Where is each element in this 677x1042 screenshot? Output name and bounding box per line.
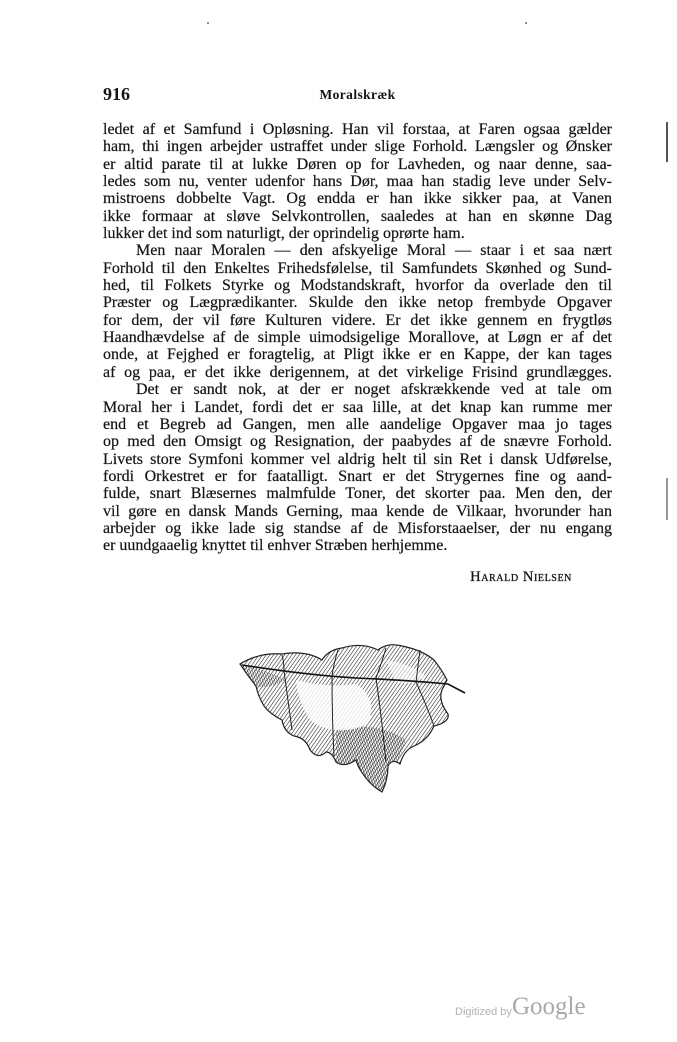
scan-speck [525, 22, 527, 24]
body-text [103, 121, 612, 555]
scan-edge-mark [666, 122, 668, 162]
scan-speck [207, 22, 209, 24]
text-line: Det er sandt nok, at der er noget afskrækkende ved at tale om [136, 381, 612, 399]
text-line: fulde, snart Blæsernes malmfulde Toner, det skorter paa. Men den, der [103, 485, 612, 503]
text-line: Præster og Lægprædikanter. Skulde den ikke netop frembyde Opgaver [103, 294, 612, 312]
author-signature: Harald Nielsen [470, 569, 572, 585]
text-line: af og paa, er det ikke derigennem, at det virkelige Frisind grundlægges. [103, 363, 612, 381]
text-line: Forhold til den Enkeltes Frihedsfølelse, til Samfundets Skønhed og Sund- [103, 259, 612, 277]
paragraph [103, 242, 612, 381]
text-line: ikke formaar at sløve Selvkontrollen, saaledes at han en skønne Dag [103, 207, 612, 225]
paragraph [103, 121, 612, 242]
text-line: Haandhævdelse af de simple uimodsigelige Morallove, at Løgn er af det [103, 329, 612, 347]
text-line: for dem, der vil føre Kulturen videre. Er det ikke gennem en frygtløs [103, 311, 612, 329]
text-line: ledet af et Samfund i Opløsning. Han vil forstaa, at Faren ogsaa gælder [103, 121, 612, 138]
text-line: ham, thi ingen arbejder ustraffet under slige Forhold. Længsler og Ønsker [103, 138, 612, 156]
watermark-google-logo: Google [512, 993, 586, 1020]
text-line: Moral her i Landet, fordi det er saa lille, at det knap kan rumme mer [103, 398, 612, 416]
leaf-body [240, 645, 465, 792]
paragraph [103, 381, 612, 554]
text-line: ledes som nu, venter udenfor hans Dør, maa han stadig leve under Selv- [103, 173, 612, 191]
page-number: 916 [103, 84, 130, 104]
text-line: vil gøre en dansk Mands Gerning, maa kende de Vilkaar, hvorunder han [103, 502, 612, 520]
text-line: fordi Orkestret er for faatalligt. Snart er det Strygernes fine og aand- [103, 467, 612, 485]
text-line: hed, til Folkets Styrke og Modstandskraft, hvorfor da overlade den til [103, 277, 612, 295]
running-title: Moralskræk [319, 87, 396, 102]
text-line: end et Begreb ad Gangen, men alle aandelige Opgaver maa jo tages [103, 415, 612, 433]
text-line: Men naar Moralen — den afskyelige Moral — staar i et saa nært [136, 242, 612, 260]
text-line: er uundgaaelig knyttet til enhver Stræben herhjemme. [103, 537, 448, 555]
text-line: Livets store Symfoni kommer vel aldrig helt til sin Ret i dansk Udførelse, [103, 450, 612, 468]
text-line: arbejder og ikke lade sig standse af de Misforstaaelser, der nu engang [103, 519, 612, 537]
oak-leaf-icon [236, 640, 468, 800]
text-line: mistroens dobbelte Vagt. Og endda er han ikke sikker paa, at Vanen [103, 190, 612, 208]
text-line: op med den Omsigt og Resignation, der paabydes af de snævre Forhold. [103, 433, 612, 451]
text-line: er altid parate til at lukke Døren op for Lavheden, og naar denne, saa- [103, 155, 612, 173]
scan-edge-mark [666, 478, 668, 520]
watermark-prefix: Digitized by [455, 1006, 512, 1018]
text-line: onde, at Fejghed er foragtelig, at Pligt ikke er en Kappe, der kan tages [103, 346, 612, 364]
text-line: lukker det ind som naturligt, der oprindelig oprørte ham. [103, 225, 465, 243]
